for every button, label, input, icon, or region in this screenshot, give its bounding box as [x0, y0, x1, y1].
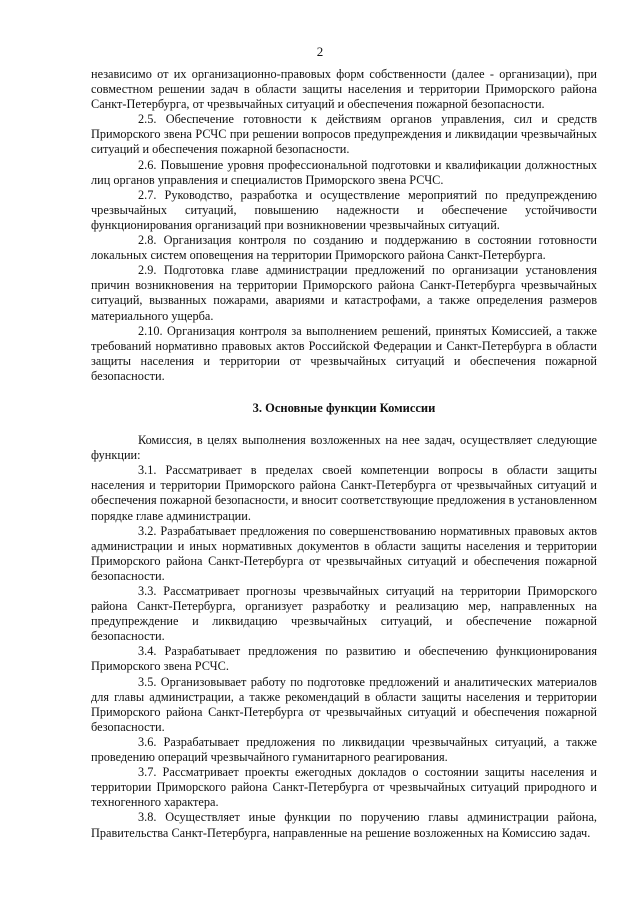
clause-3-1: 3.1. Рассматривает в пределах своей компетенции вопросы в области защиты населения и территории Приморского района Санкт-Петербурга от чрезвычайных ситуаций и обеспечения пожарной безопасности, и вносит соответствующие предложения в установленном порядке главе администрации. — [91, 463, 597, 523]
clause-2-9: 2.9. Подготовка главе администрации предложений по организации установления причин возникновения на территории Приморского района Санкт-Петербурга чрезвычайных ситуаций, вызванных пожарами, авариями и катастрофами, а также определения размеров материального ущерба. — [91, 263, 597, 323]
section-2-items — [91, 112, 597, 384]
clause-3-2: 3.2. Разрабатывает предложения по совершенствованию нормативных правовых актов администрации и иных нормативных документов в области защиты населения и территории Приморского района Санкт-Петербурга от чрезвычайных ситуаций и обеспечения пожарной безопасности. — [91, 523, 597, 583]
clause-2-6: 2.6. Повышение уровня профессиональной подготовки и квалификации должностных лиц органов управления и специалистов Приморского звена РСЧС. — [91, 157, 597, 187]
clause-3-3: 3.3. Рассматривает прогнозы чрезвычайных ситуаций на территории Приморского района Санкт-Петербурга, организует разработку и реализацию мер, направленных на предупреждение и ликвидацию чрезвычайных ситуаций, и обеспечение пожарной безопасности. — [91, 584, 597, 644]
document-body — [91, 67, 597, 841]
clause-3-6: 3.6. Разрабатывает предложения по ликвидации чрезвычайных ситуаций, а также проведению операций чрезвычайного гуманитарного реагирования. — [91, 734, 597, 765]
clause-2-8: 2.8. Организация контроля по созданию и поддержанию в состоянии готовности локальных систем оповещения на территории Приморского района Санкт-Петербурга. — [91, 233, 597, 263]
clause-2-5: 2.5. Обеспечение готовности к действиям органов управления, сил и средств Приморского звена РСЧС при решении вопросов предупреждения и ликвидации чрезвычайных ситуаций и обеспечения пожарной безопасности. — [91, 112, 597, 157]
clause-3-8: 3.8. Осуществляет иные функции по поручению главы администрации района, Правительства Санкт-Петербурга, направленные на решение возложенных на Комиссию задач. — [91, 810, 597, 840]
clause-3-5: 3.5. Организовывает работу по подготовке предложений и аналитических материалов для главы администрации, а также рекомендаций в области защиты населения и территории Приморского района Санкт-Петербурга от чрезвычайных ситуаций и обеспечения пожарной безопасности. — [91, 674, 597, 734]
clause-2-7: 2.7. Руководство, разработка и осуществление мероприятий по предупреждению чрезвычайных ситуаций, повышению надежности и обеспечение устойчивости функционирования организаций при возникновении чрезвычайных ситуаций. — [91, 187, 597, 232]
clause-3-7: 3.7. Рассматривает проекты ежегодных докладов о состоянии защиты населения и территории Приморского района Санкт-Петербурга от чрезвычайных ситуаций природного и техногенного характера. — [91, 765, 597, 810]
clause-2-10: 2.10. Организация контроля за выполнением решений, принятых Комиссией, а также требований нормативно правовых актов Российской Федерации и Санкт-Петербурга в области защиты населения и территории от чрезвычайных ситуаций и обеспечения пожарной безопасности. — [91, 323, 597, 383]
section-3-intro: Комиссия, в целях выполнения возложенных на нее задач, осуществляет следующие функции: — [91, 433, 597, 463]
intro-paragraph: независимо от их организационно-правовых форм собственности (далее - организации), при совместном решении задач в области защиты населения и территории Приморского района Санкт-Петербурга, от чрезвычайных ситуаций и обеспечения пожарной безопасности. — [91, 67, 597, 112]
section-3-items — [91, 463, 597, 840]
clause-3-4: 3.4. Разрабатывает предложения по развитию и обеспечению функционирования Приморского звена РСЧС. — [91, 644, 597, 674]
page-number: 2 — [316, 44, 324, 59]
section-3-heading: 3. Основные функции Комиссии — [252, 400, 436, 415]
